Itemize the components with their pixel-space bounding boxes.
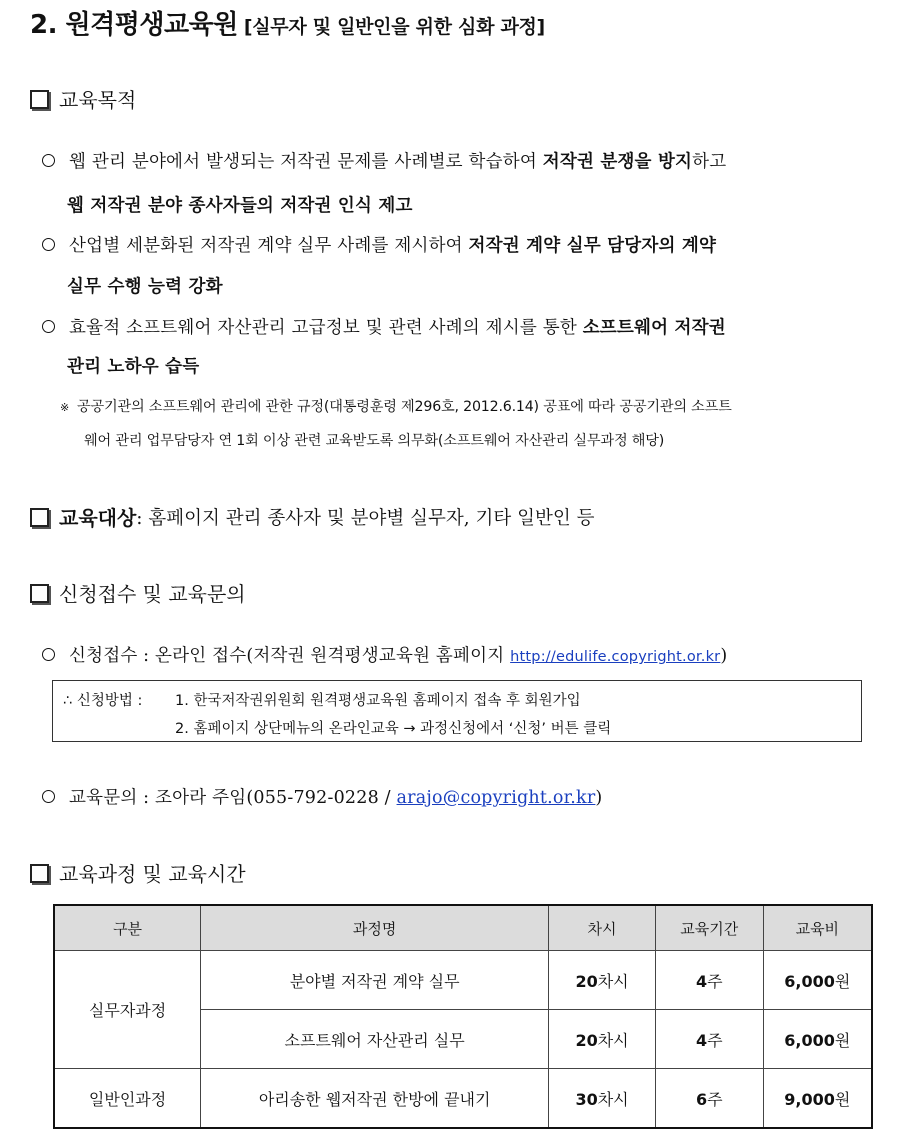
purpose-item-1-tail: 하고 xyxy=(692,152,727,172)
checkbox-square-icon xyxy=(30,90,49,109)
course-fee xyxy=(763,1069,872,1129)
column-header: 교육기간 xyxy=(655,905,763,951)
fee-value: 9,000 xyxy=(784,1089,835,1109)
course-sessions xyxy=(549,951,656,1010)
sessions-value: 20 xyxy=(575,1030,598,1050)
course-period xyxy=(655,951,763,1010)
fee-value: 6,000 xyxy=(784,1030,835,1050)
purpose-item-3-line2-text: 관리 노하우 습득 xyxy=(67,357,200,377)
title-sub: [실무자 및 일반인을 위한 심화 과정] xyxy=(243,16,545,38)
purpose-note xyxy=(60,396,732,416)
checkbox-square-icon xyxy=(30,508,49,527)
period-value: 4 xyxy=(695,971,708,991)
circle-bullet-icon xyxy=(42,154,55,167)
fee-value: 6,000 xyxy=(784,971,835,991)
course-table xyxy=(53,904,873,1129)
fee-unit: 원 xyxy=(834,1030,851,1050)
sessions-value: 30 xyxy=(575,1089,598,1109)
apply-method-step-2: 2. 홈페이지 상단메뉴의 온라인교육 → 과정신청에서 ‘신청’ 버튼 클릭 xyxy=(175,721,612,737)
period-unit: 주 xyxy=(707,1030,723,1050)
purpose-item-3-text: 효율적 소프트웨어 자산관리 고급정보 및 관련 사례의 제시를 통한 xyxy=(69,318,583,338)
purpose-item-2-line2 xyxy=(67,273,223,298)
section-apply xyxy=(30,578,246,607)
purpose-heading: 교육목적 xyxy=(59,88,137,112)
fee-unit: 원 xyxy=(834,971,851,991)
apply-line xyxy=(42,642,727,667)
apply-method-box xyxy=(52,680,862,742)
purpose-item-1-line2 xyxy=(67,192,413,217)
contact-text: 교육문의 : 조아라 주임(055-792-0228 / xyxy=(69,788,397,808)
course-name: 소프트웨어 자산관리 실무 xyxy=(201,1010,549,1069)
purpose-item-1 xyxy=(42,148,726,173)
course-category: 실무자과정 xyxy=(54,951,201,1069)
period-unit: 주 xyxy=(707,971,723,991)
reference-mark-icon: ※ xyxy=(60,401,70,414)
section-purpose xyxy=(30,84,136,113)
contact-close: ) xyxy=(595,788,603,808)
fee-unit: 원 xyxy=(834,1089,851,1109)
period-value: 6 xyxy=(695,1089,708,1109)
purpose-item-2-text: 산업별 세분화된 저작권 계약 실무 사례를 제시하여 xyxy=(69,236,469,256)
apply-method-step-1: 1. 한국저작권위원회 원격평생교육원 홈페이지 접속 후 회원가입 xyxy=(175,693,581,709)
circle-bullet-icon xyxy=(42,648,55,661)
purpose-item-3-line2 xyxy=(67,353,199,378)
circle-bullet-icon xyxy=(42,790,55,803)
purpose-item-3 xyxy=(42,314,726,339)
sessions-unit: 차시 xyxy=(597,971,629,991)
course-fee xyxy=(763,951,872,1010)
course-sessions xyxy=(549,1010,656,1069)
period-value: 4 xyxy=(695,1030,708,1050)
purpose-item-1-line2-text: 웹 저작권 분야 종사자들의 저작권 인식 제고 xyxy=(67,196,413,216)
apply-line-text: 신청접수 : 온라인 접수(저작권 원격평생교육원 홈페이지 xyxy=(69,646,511,666)
checkbox-square-icon xyxy=(30,584,49,603)
page-title xyxy=(30,4,545,41)
sessions-value: 20 xyxy=(575,971,598,991)
purpose-note-line1: 공공기관의 소프트웨어 관리에 관한 규정(대통령훈령 제296호, 2012.6.14) 공표에 따라 공공기관의 소프트 xyxy=(77,399,732,415)
purpose-item-2-line2-text: 실무 수행 능력 강화 xyxy=(67,277,223,297)
circle-bullet-icon xyxy=(42,320,55,333)
title-main: 2. 원격평생교육원 xyxy=(30,10,238,40)
sessions-unit: 차시 xyxy=(597,1089,629,1109)
courses-heading: 교육과정 및 교육시간 xyxy=(59,862,246,886)
contact-line xyxy=(42,784,602,809)
checkbox-square-icon xyxy=(30,864,49,883)
purpose-item-2 xyxy=(42,232,716,257)
course-period xyxy=(655,1010,763,1069)
apply-method-label: ∴ 신청방법 : xyxy=(63,693,143,709)
course-category: 일반인과정 xyxy=(54,1069,201,1129)
course-fee xyxy=(763,1010,872,1069)
table-header-row xyxy=(54,905,872,951)
purpose-item-1-bold: 저작권 분쟁을 방지 xyxy=(542,152,693,172)
table-row xyxy=(54,951,872,1010)
table-row xyxy=(54,1069,872,1129)
purpose-item-1-text: 웹 관리 분야에서 발생되는 저작권 문제를 사례별로 학습하여 xyxy=(69,152,543,172)
column-header: 구분 xyxy=(54,905,201,951)
period-unit: 주 xyxy=(707,1089,723,1109)
target-heading: 교육대상 xyxy=(59,506,137,530)
sessions-unit: 차시 xyxy=(597,1030,629,1050)
column-header: 차시 xyxy=(549,905,656,951)
column-header: 과정명 xyxy=(201,905,549,951)
purpose-item-3-bold: 소프트웨어 저작권 xyxy=(582,318,726,338)
section-courses xyxy=(30,858,246,887)
purpose-note-line2: 웨어 관리 업무담당자 연 1회 이상 관련 교육받도록 의무화(소프트웨어 자산관리 실무과정 해당) xyxy=(84,433,665,449)
column-header: 교육비 xyxy=(763,905,872,951)
homepage-link[interactable]: http://edulife.copyright.or.kr xyxy=(510,649,721,665)
contact-email-link[interactable]: arajo@copyright.or.kr xyxy=(396,788,596,808)
circle-bullet-icon xyxy=(42,238,55,251)
course-name: 아리송한 웹저작권 한방에 끝내기 xyxy=(201,1069,549,1129)
purpose-item-2-bold: 저작권 계약 실무 담당자의 계약 xyxy=(468,236,717,256)
course-period xyxy=(655,1069,763,1129)
target-text: : 홈페이지 관리 종사자 및 분야별 실무자, 기타 일반인 등 xyxy=(136,507,595,529)
course-sessions xyxy=(549,1069,656,1129)
apply-heading: 신청접수 및 교육문의 xyxy=(59,582,246,606)
section-target xyxy=(30,502,594,531)
apply-line-close: ) xyxy=(720,646,728,666)
course-name: 분야별 저작권 계약 실무 xyxy=(201,951,549,1010)
